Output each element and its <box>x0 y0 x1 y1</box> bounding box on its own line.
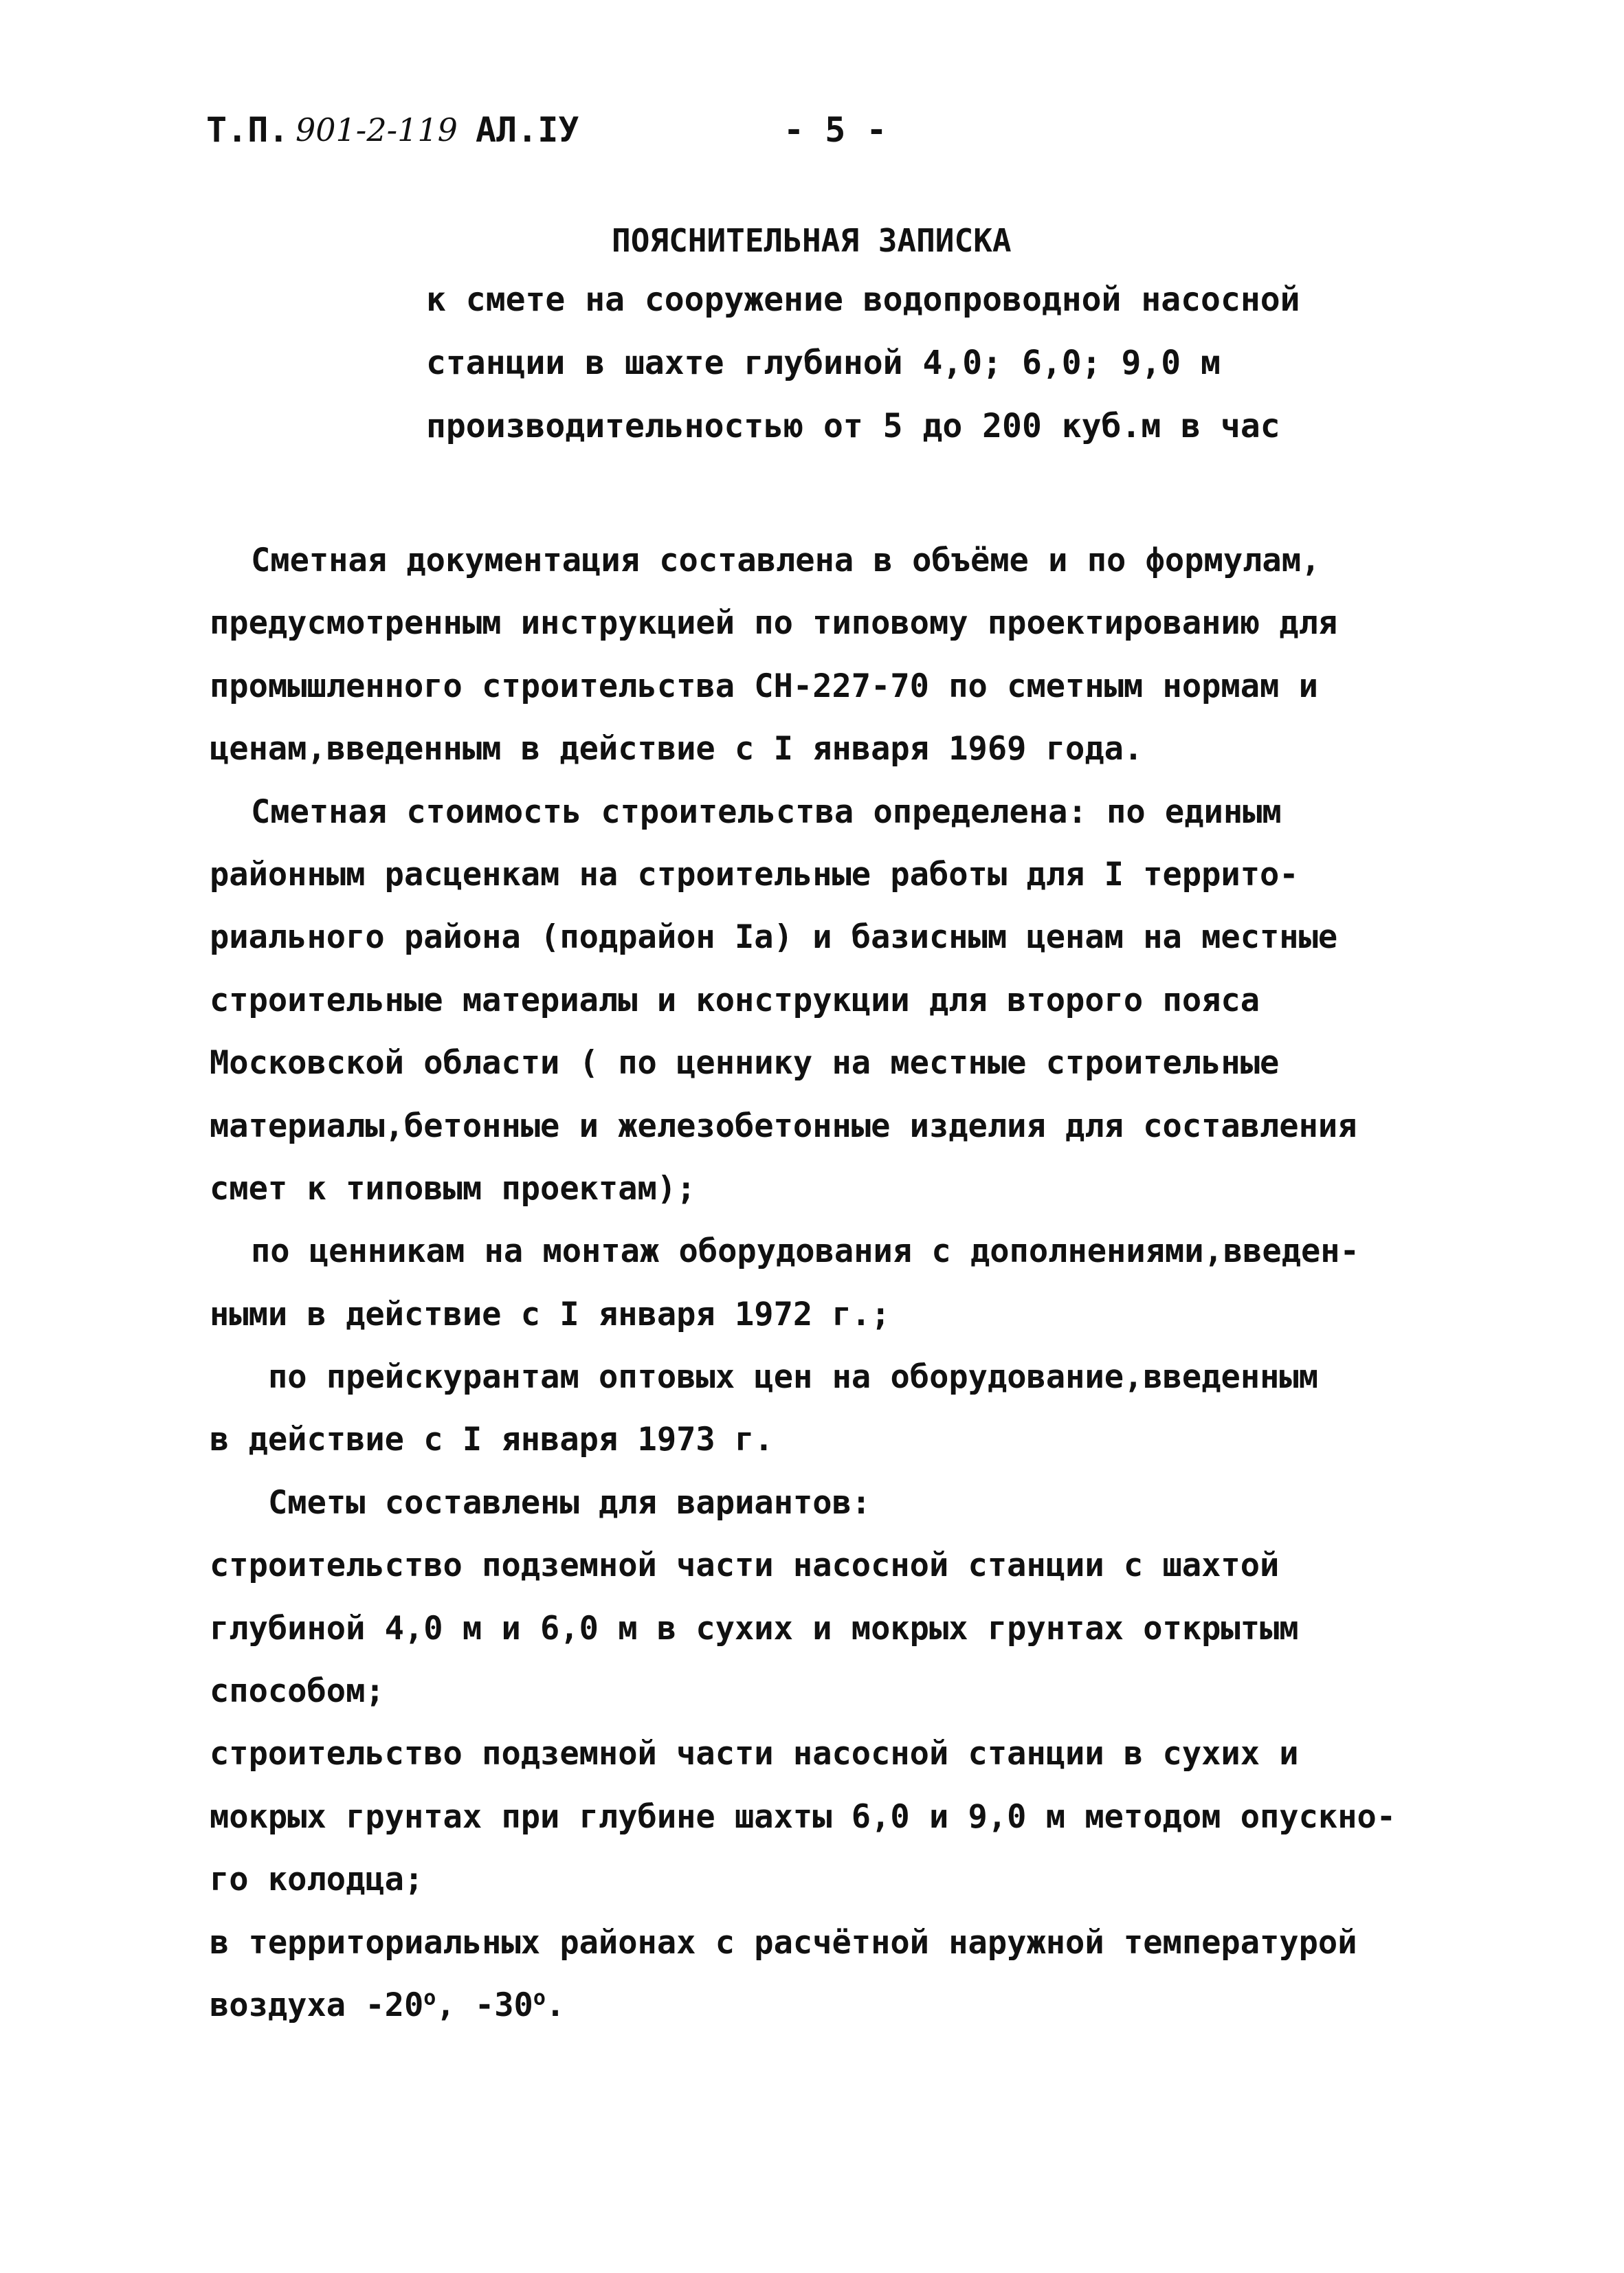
text-line: промышленного строительства СН-227-70 по сметным нормам и <box>210 667 1318 705</box>
text-line: риального района (подрайон Iа) и базисным ценам на местные <box>210 918 1338 957</box>
text-line: способом; <box>210 1672 385 1711</box>
title-subline: производительностью от 5 до 200 куб.м в час <box>426 407 1280 445</box>
doc-code-handwritten: 901-2-119 <box>296 111 458 148</box>
document-title: ПОЯСНИТЕЛЬНАЯ ЗАПИСКА <box>612 222 1012 259</box>
text-line: Сметы составлены для вариантов: <box>268 1483 871 1522</box>
temperature-prefix: воздуха -20 <box>210 1986 424 2024</box>
temperature-middle: , -30 <box>436 1986 533 2024</box>
title-subline: станции в шахте глубиной 4,0; 6,0; 9,0 м <box>426 344 1221 382</box>
text-line: го колодца; <box>210 1861 424 1899</box>
text-line: ценам,введенным в действие с I января 1969 года. <box>210 730 1144 768</box>
title-subline: к смете на сооружение водопроводной насосной <box>426 280 1300 319</box>
doc-code-suffix: АЛ.IУ <box>476 110 579 150</box>
text-line: строительные материалы и конструкции для второго пояса <box>210 981 1260 1019</box>
page-header <box>206 110 1375 165</box>
text-line: в территориальных районах с расчётной наружной температурой <box>210 1923 1357 1962</box>
text-line: ными в действие с I января 1972 г.; <box>210 1295 891 1333</box>
doc-code-prefix: Т.П. <box>206 110 289 150</box>
text-line: мокрых грунтах при глубине шахты 6,0 и 9,0 м методом опускно- <box>210 1797 1397 1836</box>
title-block <box>426 213 1388 458</box>
page-number: - 5 - <box>783 110 887 150</box>
text-line: строительство подземной части насосной станции с шахтой <box>210 1546 1280 1585</box>
text-line: предусмотренным инструкцией по типовому проектированию для <box>210 604 1338 643</box>
temperature-suffix: . <box>545 1986 566 2024</box>
text-line: по ценникам на монтаж оборудования с дополнениями,введен- <box>251 1232 1359 1271</box>
text-line: смет к типовым проектам); <box>210 1169 696 1208</box>
text-line: в действие с I января 1973 г. <box>210 1421 774 1459</box>
text-line: районным расценкам на строительные работы для I террито- <box>210 855 1299 894</box>
text-line: Сметная документация составлена в объёме и по формулам, <box>251 542 1321 579</box>
text-line-temperature <box>210 1974 1440 2037</box>
body-text <box>210 529 1440 2037</box>
degree-mark: о <box>423 1986 436 2010</box>
text-line: Сметная стоимость строительства определена: по единым <box>251 792 1282 831</box>
text-line: Московской области ( по ценнику на местные строительные <box>210 1044 1280 1083</box>
text-line: материалы,бетонные и железобетонные изделия для составления <box>210 1107 1357 1145</box>
degree-mark: о <box>533 1986 546 2010</box>
text-line: по прейскурантам оптовых цен на оборудование,введенным <box>268 1358 1319 1397</box>
text-line: строительство подземной части насосной станции в сухих и <box>210 1735 1299 1773</box>
text-line: глубиной 4,0 м и 6,0 м в сухих и мокрых грунтах открытым <box>210 1609 1299 1648</box>
